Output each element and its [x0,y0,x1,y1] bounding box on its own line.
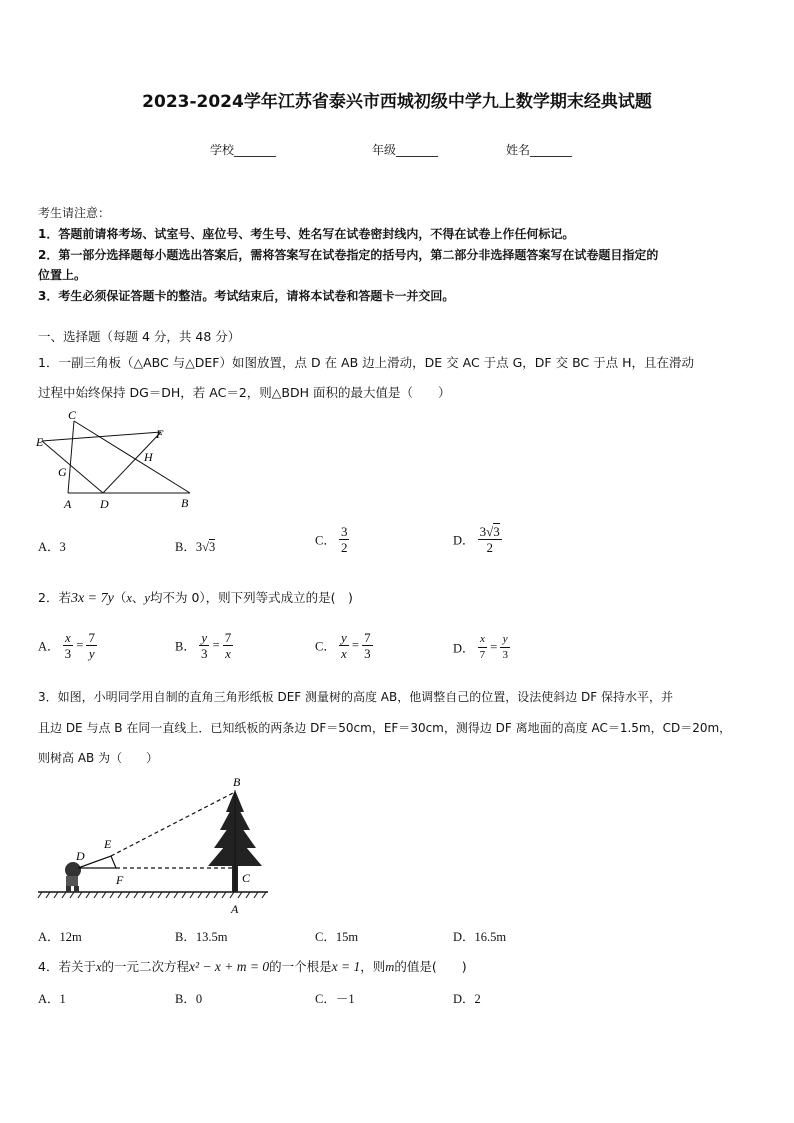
q1-option-a: A．3 [38,540,66,554]
q1-label-a: A [64,497,72,511]
q3-option-a: A．12m [38,930,82,944]
q3-option-b: B．13.5m [175,930,228,944]
q2-option-c: C． $\frac{y}{x}$ = $\frac{7}{3}$ [315,630,371,661]
notice-heading: 考生请注意： [38,206,111,220]
q3-line1: 3．如图，小明同学用自制的直角三角形纸板 DEF 测量树的高度 AB，他调整自己的位置，设法使斜边 DF 保持水平，并 [38,690,674,704]
q1-label-f: F [156,427,164,441]
q3-line3: 则树高 AB 为（ ） [38,751,159,765]
q2-option-d: D． $\frac{x}{7}$ = $\frac{y}{3}$ [453,633,508,661]
q3-label-a: A [231,902,239,916]
q1-option-d: D． $\frac{3√3}{2}$ [453,524,500,555]
q1-line1: 1．一副三角板（△ABC 与△DEF）如图放置，点 D 在 AB 边上滑动，DE 交 AC 于点 G，DF 交 BC 于点 H，且在滑动 [38,355,695,370]
q3-label-b: B [233,775,241,789]
q1-label-g: G [58,465,67,479]
q3-figure [36,772,276,920]
q1-option-c: C． $\frac{3}{2}$ [315,524,348,555]
q1-option-b: B．3√3 [175,540,216,554]
q1-label-e: E [36,435,44,449]
notice-item-3: 3．考生必须保证答题卡的整洁。考试结束后，请将本试卷和答题卡一并交回。 [38,289,455,303]
q3-label-f: F [116,873,124,887]
q3-label-d: D [76,849,85,863]
q3-line2: 且边 DE 与点 B 在同一直线上．已知纸板的两条边 DF＝50cm，EF＝30cm，测得边 DF 离地面的高度 AC＝1.5m，CD＝20m， [38,721,732,735]
q3-option-c: C．15m [315,930,359,944]
notice-item-2-cont: 位置上。 [38,268,87,282]
q4-option-b: B．0 [175,992,203,1006]
q2-stem: 2．若3x = 7y（x、y均不为 0），则下列等式成立的是( ) [38,590,353,606]
school-field: 学校_______ [210,143,277,157]
sqrt-icon: √ [202,540,209,554]
name-field: 姓名_______ [506,143,573,157]
notice-item-1: 1．答题前请将考场、试室号、座位号、考生号、姓名写在试卷密封线内，不得在试卷上作任何标记。 [38,227,575,241]
sqrt-icon: √ [486,524,494,539]
grade-field: 年级_______ [372,143,439,157]
notice-item-2: 2．第一部分选择题每小题选出答案后，需将答案写在试卷指定的括号内，第二部分非选择题答案写在试卷题目指定的 [38,248,659,262]
q4-option-a: A．1 [38,992,66,1006]
q3-label-e: E [104,837,112,851]
q1-label-d: D [100,497,109,511]
q2-option-a: A． $\frac{x}{3}$ = $\frac{7}{y}$ [38,630,95,661]
q3-label-c: C [242,871,251,885]
q4-option-d: D．2 [453,992,481,1006]
q1-label-b: B [181,496,189,510]
q1-line2: 过程中始终保持 DG＝DH，若 AC＝2，则△BDH 面积的最大值是（ ） [38,385,451,400]
q4-stem: 4．若关于x的一元二次方程x² − x + m = 0的一个根是x = 1，则m的值是( ) [38,959,467,974]
q1-label-c: C [68,408,77,422]
section-heading: 一、选择题（每题 4 分，共 48 分） [38,329,241,344]
page-title: 2023-2024学年江苏省泰兴市西城初级中学九上数学期末经典试题 [142,92,652,112]
q1-label-h: H [144,450,153,464]
person-icon [65,862,81,892]
q4-option-c: C．－1 [315,992,355,1006]
q1-figure [30,405,210,515]
q2-option-b: B． $\frac{y}{3}$ = $\frac{7}{x}$ [175,630,232,661]
q3-option-d: D．16.5m [453,930,507,944]
